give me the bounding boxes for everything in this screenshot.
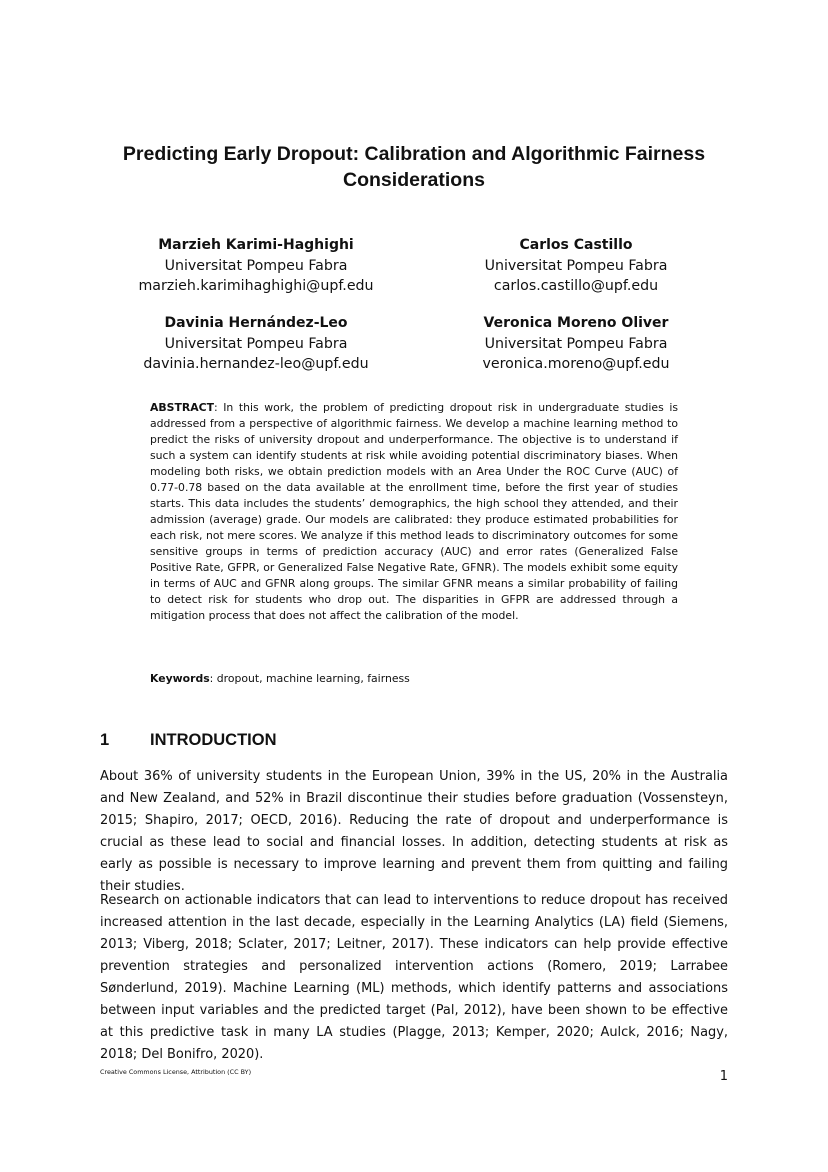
author-block [106,313,406,375]
author-block [426,235,726,297]
abstract-text: : In this work, the problem of predicting dropout risk in undergraduate studies is addressed from a perspective of algorithmic fairness. We develop a machine learning method to predict the risks of university dropout and underperformance. The objective is to understand if such a system can identify students at risk while avoiding potential discriminatory biases. When modeling both risks, we obtain prediction models with an Area Under the ROC Curve (AUC) of 0.77-0.78 based on the data available at the enrollment time, before the first year of studies starts. This data includes the students’ demographics, the high school they attended, and their admission (average) grade. Our models are calibrated: they produce estimated probabilities for each risk, not mere scores. We analyze if this method leads to discriminatory outcomes for some sensitive groups in terms of prediction accuracy (AUC) and error rates (Generalized False Positive Rate, GFPR, or Generalized False Negative Rate, GFNR). The models exhibit some equity in terms of AUC and GFNR along groups. The similar GFNR means a similar probability of failing to detect risk for students who drop out. The disparities in GFPR are addressed through a mitigation process that does not affect the calibration of the model. [150,401,678,622]
body-paragraph: Research on actionable indicators that can lead to interventions to reduce dropout has received increased attention in the last decade, especially in the Learning Analytics (LA) field (Siemens, 2013; Viberg, 2018; Sclater, 2017; Leitner, 2017). These indicators can help provide effective prevention strategies and personalized intervention actions (Romero, 2019; Larrabee Sønderlund, 2019). Machine Learning (ML) methods, which identify patterns and associations between input variables and the predicted target (Pal, 2012), have been shown to be effective at this predictive task in many LA studies (Plagge, 2013; Kemper, 2020; Aulck, 2016; Nagy, 2018; Del Bonifro, 2020). [100,893,728,1062]
paper-title: Predicting Early Dropout: Calibration and Algorithmic Fairness Considerations [122,143,706,191]
section-heading [100,729,728,751]
author-name: Marzieh Karimi-Haghighi [158,237,354,253]
keywords-text: : dropout, machine learning, fairness [209,672,410,685]
keywords-label: Keywords [150,672,210,685]
author-name: Davinia Hernández-Leo [164,315,348,331]
author-block [426,313,726,375]
author-name: Veronica Moreno Oliver [483,315,669,331]
license-footer: Creative Commons License, Attribution (CC BY) [100,1068,252,1076]
section-title: INTRODUCTION [150,731,277,749]
keywords [150,671,678,687]
author-name: Carlos Castillo [519,237,633,253]
author-email: davinia.hernandez-leo@upf.edu [143,356,369,372]
author-affiliation: Universitat Pompeu Fabra [484,257,668,274]
author-email: marzieh.karimihaghighi@upf.edu [138,278,374,294]
author-affiliation: Universitat Pompeu Fabra [164,257,348,274]
body-paragraph: About 36% of university students in the European Union, 39% in the US, 20% in the Australia and New Zealand, and 52% in Brazil discontinue their studies before graduation (Vossensteyn, 2015; Shapiro, 2017; OECD, 2016). Reducing the rate of dropout and underperformance is crucial as these lead to social and financial losses. In addition, detecting students at risk as early as possible is necessary to improve learning and prevent them from quitting and failing their studies. [100,769,728,894]
section-number: 1 [100,731,110,749]
abstract-label: ABSTRACT [150,401,214,414]
author-block [106,235,406,297]
author-email: carlos.castillo@upf.edu [493,278,659,294]
abstract [150,400,678,624]
author-affiliation: Universitat Pompeu Fabra [164,335,348,352]
author-email: veronica.moreno@upf.edu [482,356,670,372]
page-number: 1 [719,1069,728,1084]
author-affiliation: Universitat Pompeu Fabra [484,335,668,352]
